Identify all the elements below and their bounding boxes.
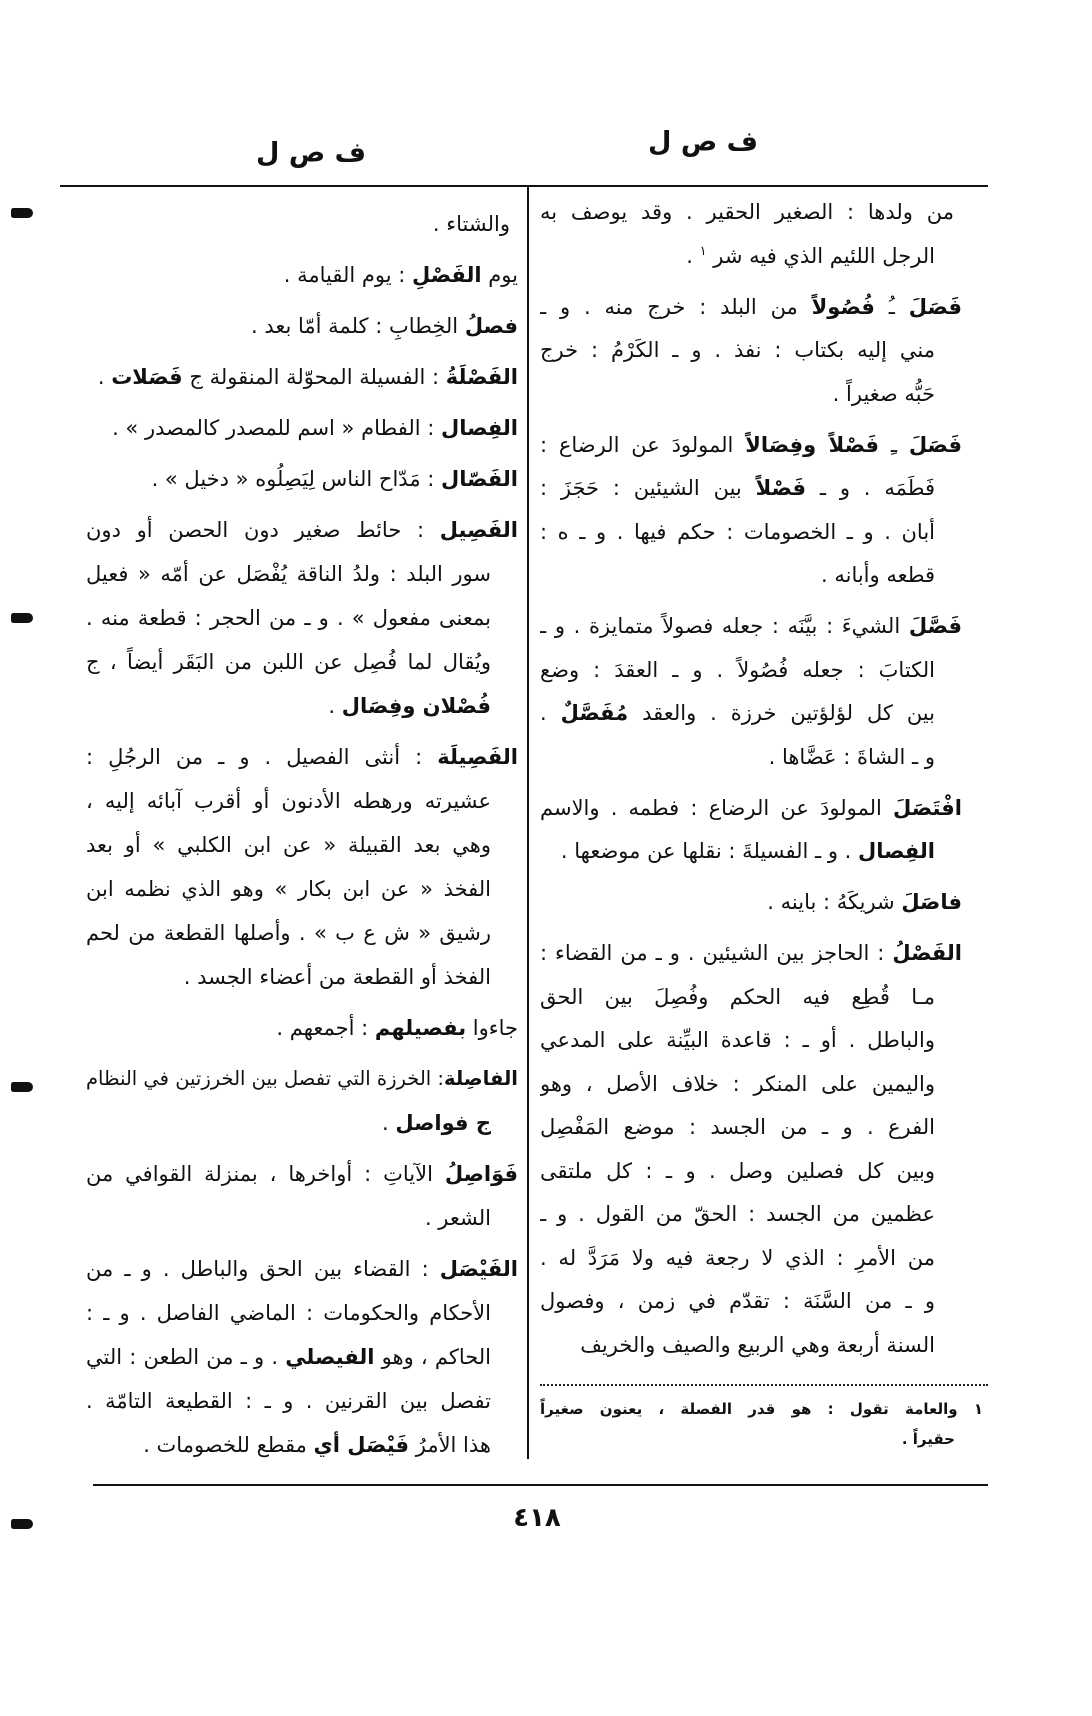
definition-text: : القضاء بين الحق والباطل . و ـ من (86, 1257, 440, 1281)
definition-text: : أنثى الفصيل . و ـ من الرجُلِ : (86, 745, 438, 769)
definition-text: بين كل لؤلؤتين خرزة . والعقد (628, 701, 935, 725)
entry-line (86, 457, 518, 501)
definition-text: . (686, 243, 700, 268)
definition-text: عظمين من الجسد : الحقّ من القول . و ـ (540, 1202, 935, 1226)
entry-line (540, 932, 962, 976)
entry-line (540, 424, 962, 468)
entry-line (86, 1335, 518, 1379)
entry-line (540, 1193, 962, 1237)
entry-line (86, 1101, 518, 1145)
entry-line (86, 1423, 518, 1467)
dictionary-entry (540, 605, 962, 779)
entry-line (540, 787, 962, 831)
bold-term: فَيْصَل أي (313, 1433, 410, 1457)
definition-text: الكتابَ : جعله فُصُولاً . و ـ العقدَ : وضع (540, 657, 935, 682)
entry-line (86, 1379, 518, 1423)
footnote-text: والعامة تقول : هو قدر الفصلة ، يعنون صغيراً (540, 1400, 958, 1418)
entry-line (540, 329, 962, 373)
definition-text: : الفطام « اسم للمصدر كالمصدر » . (112, 416, 441, 440)
definition-text: الفخذ « عن ابن بكار » وهو الذي نظمه ابن (86, 877, 491, 901)
entry-line (540, 1150, 962, 1194)
definition-text: أبان . و ـ الخصومات : حكم فيها . و ـ ه : (540, 519, 935, 544)
bold-term: الفيصلي (285, 1345, 375, 1369)
entry-line (86, 779, 518, 823)
continued-text (540, 191, 962, 278)
bold-term: الفَصْلِ (411, 263, 482, 287)
bold-term: ج فواصل (395, 1111, 491, 1135)
bold-term: الفِصال (858, 839, 935, 863)
definition-text: . (328, 694, 342, 718)
footnote-separator (540, 1384, 988, 1386)
entry-line (540, 467, 962, 511)
entry-line (86, 202, 518, 246)
headword: فَصَلَ (908, 432, 962, 457)
definition-text: شريكَهُ : باينه . (767, 890, 902, 914)
definition-text: السنة أربعة وهي الربيع والصيف والخريف (580, 1332, 935, 1357)
entry-line (540, 554, 962, 598)
headword: الفاصِلة (444, 1067, 518, 1090)
dictionary-entry (86, 304, 518, 348)
headword: الفَصْلَةُ (445, 365, 518, 389)
definition-text: هذا الأمرُ (409, 1433, 491, 1457)
dictionary-entry (86, 406, 518, 450)
entry-line (86, 1291, 518, 1335)
definition-text: : الخرزة التي تفصل بين الخرزتين في النظام (86, 1067, 444, 1090)
definition-text: قطعه وأبانه . (820, 563, 935, 587)
entry-line (540, 191, 962, 235)
entry-line (540, 881, 962, 925)
running-head-left: ف ص ل (256, 137, 366, 169)
dictionary-entry (540, 286, 962, 417)
headword: فاصَلَ (901, 890, 962, 914)
entry-line (86, 867, 518, 911)
definition-text: الرجل اللئيم الذي فيه شر (706, 243, 935, 268)
entry-line (540, 1280, 962, 1324)
entry-line (540, 511, 962, 555)
dictionary-entry (86, 355, 518, 399)
right-column (540, 191, 962, 1367)
dictionary-entry (86, 1006, 518, 1050)
definition-text: الأحكام والحكومات : الماضي الفاصل . و ـ : (86, 1301, 491, 1325)
entry-line (540, 692, 962, 736)
definition-text: حَبُّه صغيراً . (832, 381, 935, 406)
entry-line (86, 253, 518, 297)
bold-term: فَصْلاً وفِصَالاً (745, 432, 880, 457)
bold-term: بفصيلهم (374, 1016, 467, 1040)
definition-text: الخِطابِ : كلمة أمّا بعد . (250, 314, 465, 338)
definition-text: الآياتِ : أواخرها ، بمنزلة القوافي من (86, 1162, 445, 1186)
definition-text: . (97, 365, 112, 389)
definition-text: و ـ الشاةَ : عَضَّاها . (768, 744, 935, 769)
headword: الفَصِيل (439, 518, 518, 542)
bold-term: فُصْلان وفِصَال (341, 694, 491, 718)
definition-text: المولودَ عن الرضاع : فطمه . والاسم (540, 795, 894, 820)
definition-text: . (382, 1111, 396, 1135)
entry-line (86, 596, 518, 640)
entry-line (86, 508, 518, 552)
definition-text: من البلد : خرج منه . و ـ (540, 294, 812, 319)
definition-text: الفخذ أو القطعة من أعضاء الجسد . (183, 965, 491, 989)
dictionary-entry (540, 424, 962, 598)
entry-line (86, 1006, 518, 1050)
entry-line (86, 735, 518, 779)
headword: الفَصِيلَة (437, 745, 518, 769)
entry-line (86, 640, 518, 684)
definition-text: مقطع للخصومات . (143, 1433, 314, 1457)
footnote-reference: ١ (699, 243, 707, 259)
entry-line (86, 406, 518, 450)
bold-term: فَصَلات (111, 365, 183, 389)
entry-line (86, 1152, 518, 1196)
headword: فَوَاصِلُ (444, 1162, 518, 1186)
definition-text: عشيرته ورهطه الأدنون أو أقرب آبائه إليه ، (86, 789, 491, 813)
headword: افْتَصَلَ (893, 795, 962, 820)
left-column (86, 202, 518, 1467)
entry-line (86, 1196, 518, 1240)
bottom-rule (93, 1484, 988, 1486)
definition-text: وبين كل فصلين وصل . و ـ : كل ملتقى (540, 1158, 935, 1183)
definition-text: سور البلد : ولدُ الناقة يُفْصَل عن أمّه « فعيل (86, 562, 491, 586)
definition-text: . و ـ الفسيلةَ : نقلها عن موضعها . (560, 839, 858, 863)
dictionary-entry (540, 787, 962, 874)
definition-text: ـِ (879, 432, 909, 457)
definition-text: مـا قُطِع فيه الحكم وفُصِلَ بين الحق (540, 984, 935, 1009)
definition-text: الفرع . و ـ من الجسد : موضع المَفْصِل (540, 1115, 935, 1139)
entry-line (540, 1063, 962, 1107)
definition-text: بمعنى مفعول » . و ـ من الحجر : قطعة منه . (86, 606, 491, 630)
definition-text: : الحاجز بين الشيئين . و ـ من القضاء : (540, 941, 893, 965)
definition-text: : حائط صغير دون الحصن أو دون (86, 518, 440, 542)
definition-text: يوم (481, 263, 518, 287)
headword: الفِصال (441, 416, 518, 440)
bold-term: مُفَصَّلٌ (560, 701, 629, 725)
footnote (540, 1394, 983, 1454)
entry-line (540, 1324, 962, 1368)
entry-line (86, 911, 518, 955)
entry-line (86, 823, 518, 867)
scan-edge-mark (11, 208, 33, 218)
footnote-text: حقيراً . (901, 1430, 955, 1448)
definition-text: : مَدّاح الناس لِيَصِلُوه « دخيل » . (151, 467, 441, 491)
entry-line (540, 286, 962, 330)
definition-text: . (540, 701, 561, 725)
definition-text: والباطل . أو ـ : قاعدة البيِّنة على المدعي (540, 1028, 935, 1052)
definition-text: جاءوا (466, 1016, 518, 1040)
dictionary-entry (86, 508, 518, 728)
definition-text: المولودَ عن الرضاع : (540, 432, 746, 457)
entry-line (86, 955, 518, 999)
definition-text: : الفسيلة المحوّلة المنقولة ج (182, 365, 446, 389)
definition-text: واليمين على المنكر : خلاف الأصل ، وهو (540, 1071, 935, 1096)
entry-line (540, 235, 962, 279)
dictionary-entry (540, 932, 962, 1367)
definition-text: والشتاء . (432, 212, 510, 236)
entry-line (86, 304, 518, 348)
entry-line (86, 552, 518, 596)
headword: فَصَّلَ (908, 614, 962, 638)
definition-text: الشيءَ : بيَّنَه : جعله فصولاً متمايزة . و ـ (540, 614, 909, 638)
footnote-line (540, 1424, 983, 1454)
dictionary-entry (86, 457, 518, 501)
entry-line (540, 373, 962, 417)
definition-text: مني إليه بكتاب : نفذ . و ـ الكَرْمُ : خرج (540, 338, 935, 362)
definition-text: الشعر . (424, 1206, 491, 1230)
top-rule (60, 185, 988, 187)
entry-line (540, 976, 962, 1020)
definition-text: : يوم القيامة . (283, 263, 412, 287)
definition-text: فَطَمَه . و ـ (806, 476, 935, 500)
running-head-right: ف ص ل (648, 126, 758, 158)
headword: الفَصْلُ (892, 941, 962, 965)
definition-text: و ـ من السَّنَة : تقدّم في زمن ، وفصول (540, 1289, 935, 1313)
headword: الفَيْصَل (439, 1257, 518, 1281)
definition-text: وهي بعد القبيلة « عن ابن الكلبي » أو بعد (86, 833, 491, 857)
entry-line (540, 605, 962, 649)
headword: فصلُ (464, 314, 518, 338)
scan-edge-mark (11, 613, 33, 623)
dictionary-entry (86, 253, 518, 297)
definition-text: تفصل بين القرنين . و ـ : القطيعة التامّة . (86, 1389, 491, 1413)
entry-line (86, 355, 518, 399)
page-number: ٤١٨ (513, 1503, 561, 1533)
definition-text: من ولدها : الصغير الحقير . وقد يوصف به (540, 200, 954, 224)
definition-text: بين الشيئين : حَجَزَ : (540, 476, 756, 500)
entry-line (540, 1019, 962, 1063)
headword: الفَصّال (441, 467, 518, 491)
entry-line (540, 830, 962, 874)
scan-edge-mark (11, 1082, 33, 1092)
definition-text: ـُ (874, 294, 909, 319)
entry-line (86, 1057, 518, 1101)
dictionary-entry (86, 735, 518, 999)
entry-line (540, 649, 962, 693)
entry-line (540, 1237, 962, 1281)
bold-term: فُصُولاً (811, 294, 875, 319)
dictionary-entry (86, 1152, 518, 1240)
dictionary-entry (86, 1247, 518, 1467)
column-divider (527, 186, 529, 1459)
scan-edge-mark (11, 1519, 33, 1529)
entry-line (540, 736, 962, 780)
entry-line (86, 1247, 518, 1291)
definition-text: من الأمرِ : الذي لا رجعة فيه ولا مَرَدَّ له . (540, 1245, 935, 1270)
bold-term: فَصْلاً (755, 476, 806, 500)
dictionary-entry (540, 881, 962, 925)
footnote-marker: ١ (973, 1400, 983, 1418)
continued-text (86, 202, 518, 246)
headword: فَصَلَ (908, 294, 962, 319)
footnote-line (540, 1394, 983, 1424)
definition-text: . و ـ من الطعن : التي (86, 1345, 286, 1369)
entry-line (540, 1106, 962, 1150)
definition-text: الحاكم ، وهو (374, 1345, 492, 1369)
dictionary-entry (86, 1057, 518, 1145)
entry-line (86, 684, 518, 728)
definition-text: : أجمعهم . (276, 1016, 375, 1040)
definition-text: رشيق « ش ع ب » . وأصلها القطعة من لحم (86, 921, 491, 945)
definition-text: ويُقال لما فُصِل عن اللبن من البَقَر أيضاً ، ج (86, 650, 491, 674)
